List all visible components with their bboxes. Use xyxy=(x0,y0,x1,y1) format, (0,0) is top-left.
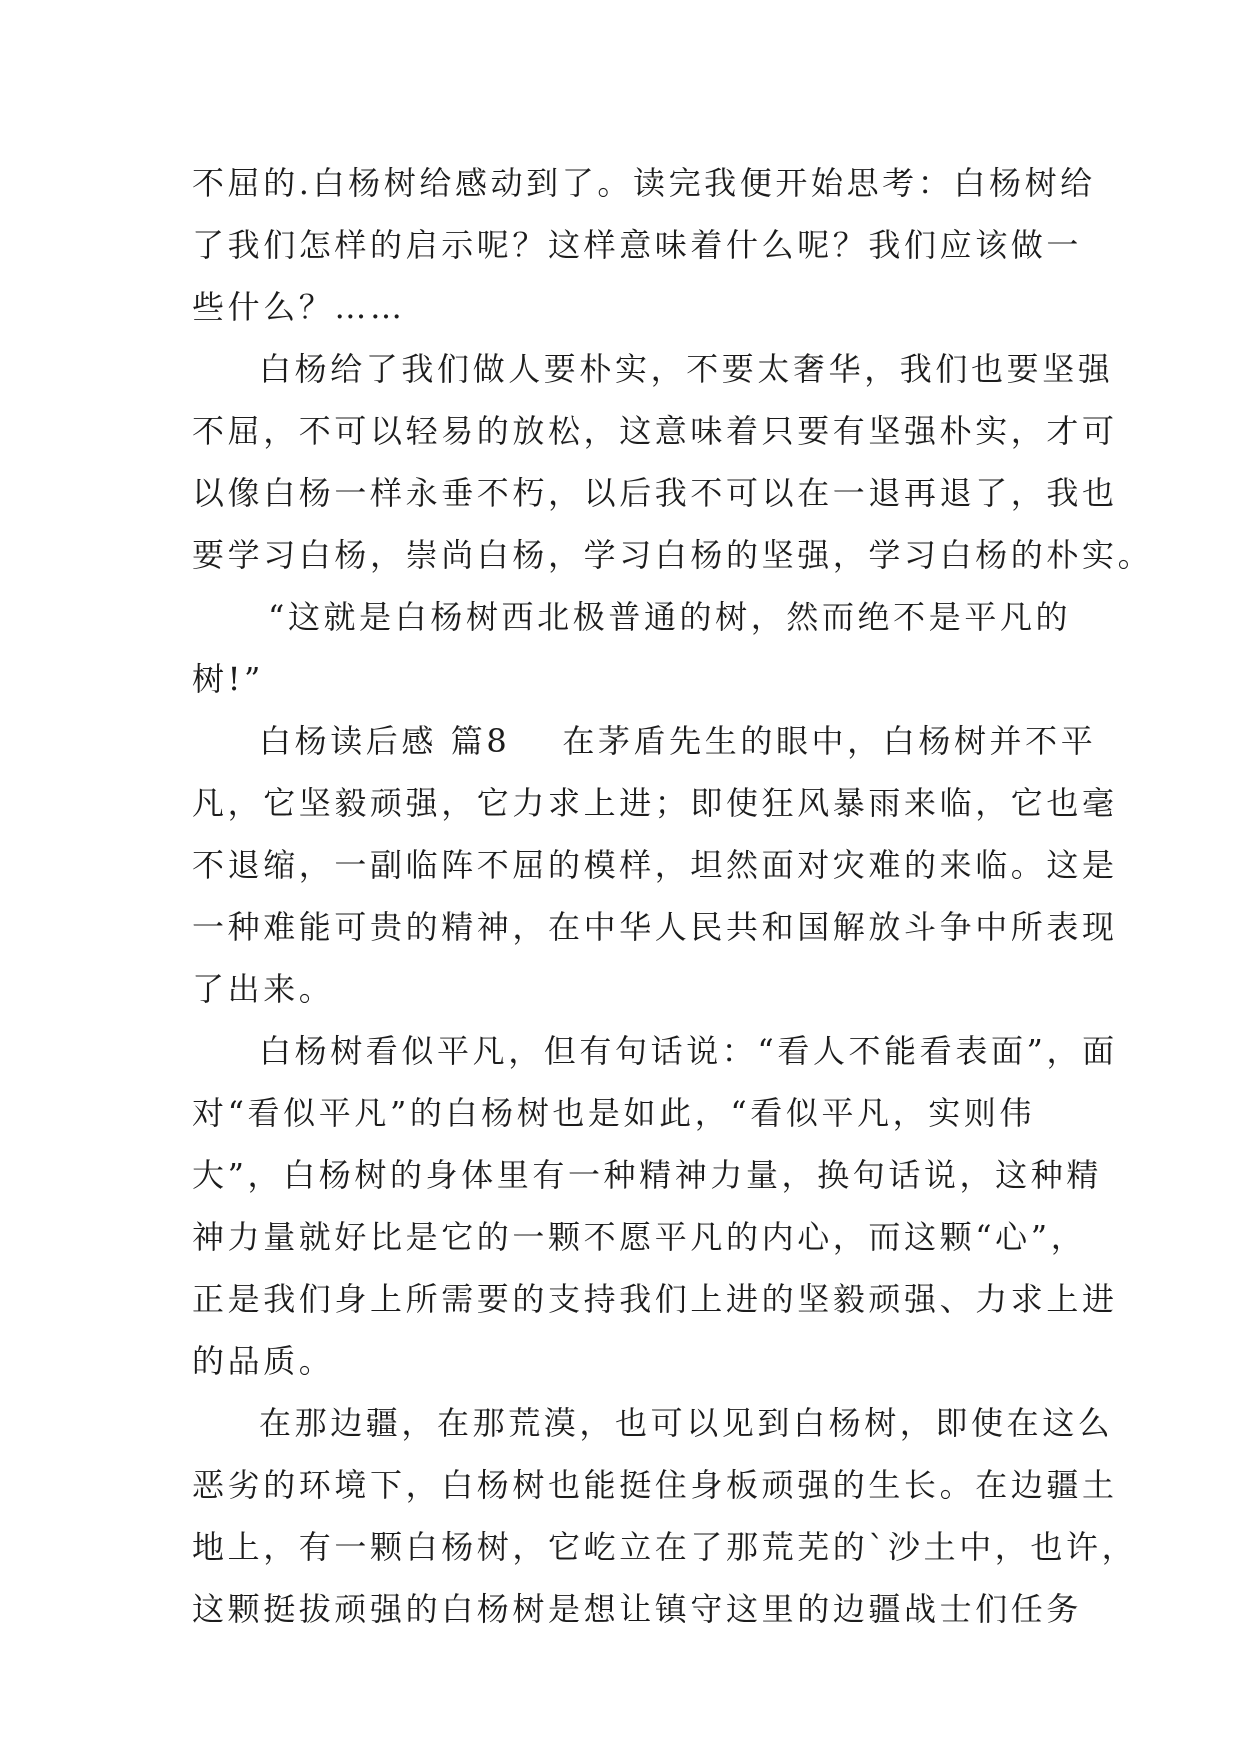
text-line: 一种难能可贵的精神，在中华人民共和国解放斗争中所表现 xyxy=(192,908,1118,946)
section-heading-line xyxy=(192,710,1097,772)
text-line: 以像白杨一样永垂不朽，以后我不可以在一退再退了，我也 xyxy=(192,474,1118,512)
section-opening-text: 在茅盾先生的眼中，白杨树并不平 xyxy=(562,722,1097,760)
text-line: 树!” xyxy=(192,660,265,698)
text-line: 些什么？…… xyxy=(192,288,406,326)
text-line: 的品质。 xyxy=(192,1342,335,1380)
paragraph-start: 白杨树看似平凡，但有句话说：“看人不能看表面”，面 xyxy=(259,1032,1118,1070)
text-line: 了我们怎样的启示呢？这样意味着什么呢？我们应该做一 xyxy=(192,226,1083,264)
text-line: 正是我们身上所需要的支持我们上进的坚毅顽强、力求上进 xyxy=(192,1280,1118,1318)
text-line: 这颗挺拔顽强的白杨树是想让镇守这里的边疆战士们任务 xyxy=(192,1590,1083,1628)
text-line: 不屈，不可以轻易的放松，这意味着只要有坚强朴实，才可 xyxy=(192,412,1118,450)
text-line: 不退缩，一副临阵不屈的模样，坦然面对灾难的来临。这是 xyxy=(192,846,1118,884)
text-line: 大”，白杨树的身体里有一种精神力量，换句话说，这种精 xyxy=(192,1156,1102,1194)
text-line: 要学习白杨，崇尚白杨，学习白杨的坚强，学习白杨的朴实。 xyxy=(192,536,1154,574)
document-body xyxy=(192,152,1154,1640)
paragraph-start: 白杨给了我们做人要朴实，不要太奢华，我们也要坚强 xyxy=(259,350,1114,388)
section-heading: 白杨读后感 篇8 xyxy=(259,722,511,760)
text-line: 神力量就好比是它的一颗不愿平凡的内心，而这颗“心”， xyxy=(192,1218,1087,1256)
text-line: 凡，它坚毅顽强，它力求上进；即使狂风暴雨来临，它也毫 xyxy=(192,784,1118,822)
text-line: 地上，有一颗白杨树，它屹立在了那荒芜的`沙土中，也许， xyxy=(192,1528,1138,1566)
text-line: 对“看似平凡”的白杨树也是如此，“看似平凡，实则伟 xyxy=(192,1094,1036,1132)
text-line: 了出来。 xyxy=(192,970,335,1008)
paragraph-start: 在那边疆，在那荒漠，也可以见到白杨树，即使在这么 xyxy=(259,1404,1114,1442)
quote-line: “这就是白杨树西北极普通的树，然而绝不是平凡的 xyxy=(268,598,1072,636)
text-line: 恶劣的环境下，白杨树也能挺住身板顽强的生长。在边疆土 xyxy=(192,1466,1118,1504)
text-line: 不屈的.白杨树给感动到了。读完我便开始思考：白杨树给 xyxy=(192,164,1096,202)
